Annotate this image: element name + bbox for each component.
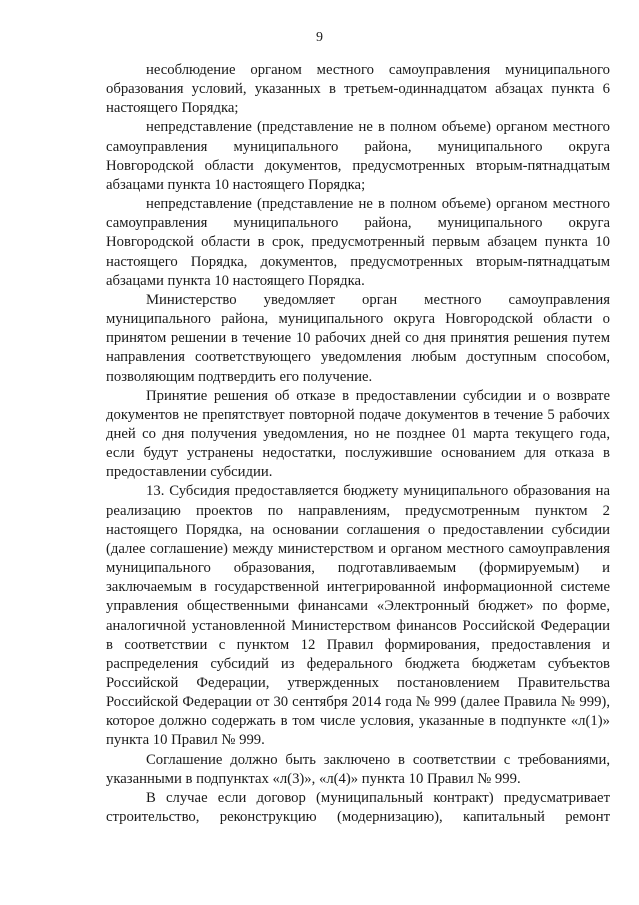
paragraph-noncompliance: несоблюдение органом местного самоуправления муниципального образования условий, указанных в третьем-одиннадцатом абзацах пункта 6 настоящего Порядка; bbox=[106, 62, 610, 117]
paragraph-agreement-requirements: Соглашение должно быть заключено в соответствии с требованиями, указанными в подпунктах «л(3)», «л(4)» пункта 10 Правил № 999. bbox=[106, 751, 610, 787]
paragraph-nonsubmission-documents: непредставление (представление не в полном объеме) органом местного самоуправления муниципального района, муниципального округа Новгородской области документов, предусмотренных вторым-пятнадцатым абзацами пункта 10 настоящего Порядка; bbox=[106, 119, 610, 193]
paragraph-item-13-subsidy: 13. Субсидия предоставляется бюджету муниципального образования на реализацию проектов по направлениям, предусмотренным пунктом 2 настоящего Порядка, на основании соглашения о предоставлении субсидии (далее соглашение) между министерством и органом местного самоуправления муниципального образования, подготавливаемым (формируемым) и заключаемым в государственной интегрированной информационной системе управления общественными финансами «Электронный бюджет» по форме, аналогичной установленной Министерством финансов Российской Федерации в соответствии с пунктом 12 Правил формирования, предоставления и распределения субсидий из федерального бюджета бюджетам субъектов Российской Федерации, утвержденных постановлением Правительства Российской Федерации от 30 сентября 2014 года № 999 (далее Правила № 999), которое должно содержать в том числе условия, указанные в подпункте «л(1)» пункта 10 Правил № 999. bbox=[106, 483, 610, 749]
paragraph-nonsubmission-deadline: непредставление (представление не в полном объеме) органом местного самоуправления муниципального района, муниципального округа Новгородской области в срок, предусмотренный первым абзацем пункта 10 настоящего Порядка, документов, предусмотренных вторым-пятнадцатым абзацами пункта 10 настоящего Порядка. bbox=[106, 196, 610, 289]
paragraph-refusal-resubmission: Принятие решения об отказе в предоставлении субсидии и о возврате документов не препятствует повторной подаче документов в течение 5 рабочих дней со дня получения уведомления, но не позднее 01 марта текущего года, если будут устранены недостатки, послужившие основанием для отказа в предоставлении субсидии. bbox=[106, 387, 610, 481]
page-number: 9 bbox=[316, 30, 323, 45]
paragraph-contract-case: В случае если договор (муниципальный контракт) предусматривает строительство, реконструкцию (модернизацию), капитальный ремонт bbox=[106, 789, 610, 826]
document-body bbox=[106, 61, 610, 827]
paragraph-ministry-notification: Министерство уведомляет орган местного самоуправления муниципального района, муниципального округа Новгородской области о принятом решении в течение 10 рабочих дней со дня принятия решения путем направления соответствующего уведомления любым доступным способом, позволяющим подтвердить его получение. bbox=[106, 291, 610, 385]
